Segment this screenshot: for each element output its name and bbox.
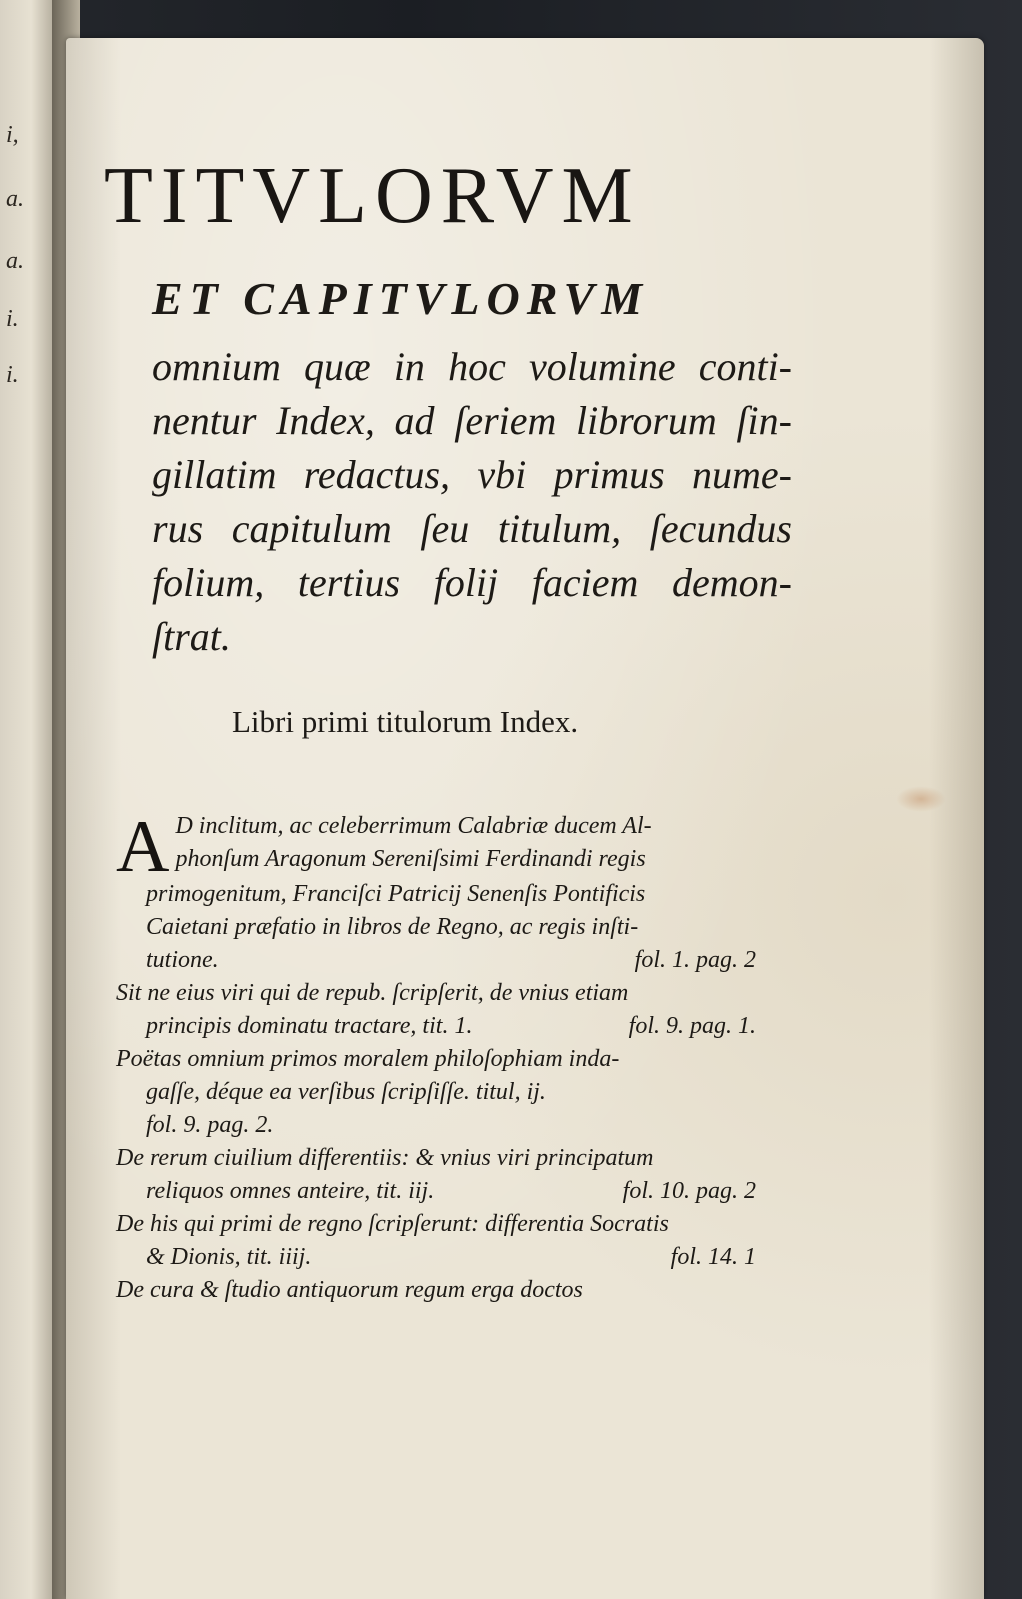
entry-text: De rerum ciuilium differentiis: & vnius viri principatum [116,1145,654,1171]
entry-text: primogenitum, Franciſci Patricij Senenſis Pontificis [146,881,646,907]
facing-page-fragment: i, [6,122,19,148]
intro-line: gillatim redactus, vbi primus nume- [152,452,792,497]
entry-text: De his qui primi de regno ſcripſerunt: differentia Socratis [116,1211,669,1237]
index-entry [116,1208,756,1274]
index-entry [116,1142,756,1208]
entry-text: gaſſe, déque ea verſibus ſcripſiſſe. titul, ij. [146,1079,546,1105]
index-entry [116,1274,756,1307]
intro-paragraph [152,340,792,664]
folio-reference: fol. 14. 1 [670,1244,756,1270]
entry-text: Caietani præfatio in libros de Regno, ac regis inſti- [146,914,639,940]
entry-text: principis dominatu tractare, tit. 1. [146,1013,473,1039]
entry-text: reliquos omnes anteire, tit. iij. [146,1178,435,1204]
paper-stain [896,786,946,812]
book-page [66,38,984,1599]
facing-page-fragment: i. [6,306,19,332]
intro-line: rus capitulum ſeu titulum, ſecundus [152,506,792,551]
facing-page-fragment: i. [6,362,19,388]
folio-reference: fol. 9. pag. 2. [146,1112,274,1138]
folio-reference: fol. 9. pag. 1. [628,1013,756,1039]
section-heading: Libri primi titulorum Index. [232,704,579,739]
facing-page-fragment: a. [6,186,24,212]
entry-text: tutione. [146,947,219,973]
folio-reference: fol. 1. pag. 2 [634,947,756,973]
entry-text: phonſum Aragonum Sereniſsimi Ferdinandi regis [175,846,646,872]
intro-line: omnium quæ in hoc volumine conti- [152,344,792,389]
facing-page-fragment: a. [6,248,24,274]
page-subtitle: ET CAPITVLORVM [152,273,650,324]
entry-text: De cura & ſtudio antiquorum regum erga doctos [116,1277,583,1303]
intro-line: ſtrat. [152,614,231,659]
index-entry [116,977,756,1043]
intro-line: nentur Index, ad ſeriem librorum ſin- [152,398,792,443]
entry-text: Sit ne eius viri qui de repub. ſcripſerit, de vnius etiam [116,980,629,1006]
entry-text: D inclitum, ac celeberrimum Calabriæ ducem Al- [175,813,652,839]
entry-text: Poëtas omnium primos moralem philoſophiam inda- [116,1046,620,1072]
index-entries [116,806,756,1307]
facing-page [0,0,54,1599]
intro-line: folium, tertius folij faciem demon- [152,560,792,605]
entry-text: & Dionis, tit. iiij. [146,1244,312,1270]
drop-cap: A [116,806,170,888]
index-entry [116,1043,756,1142]
index-entry [116,806,756,977]
page-title: TITVLORVM [104,152,641,240]
folio-reference: fol. 10. pag. 2 [622,1178,756,1204]
